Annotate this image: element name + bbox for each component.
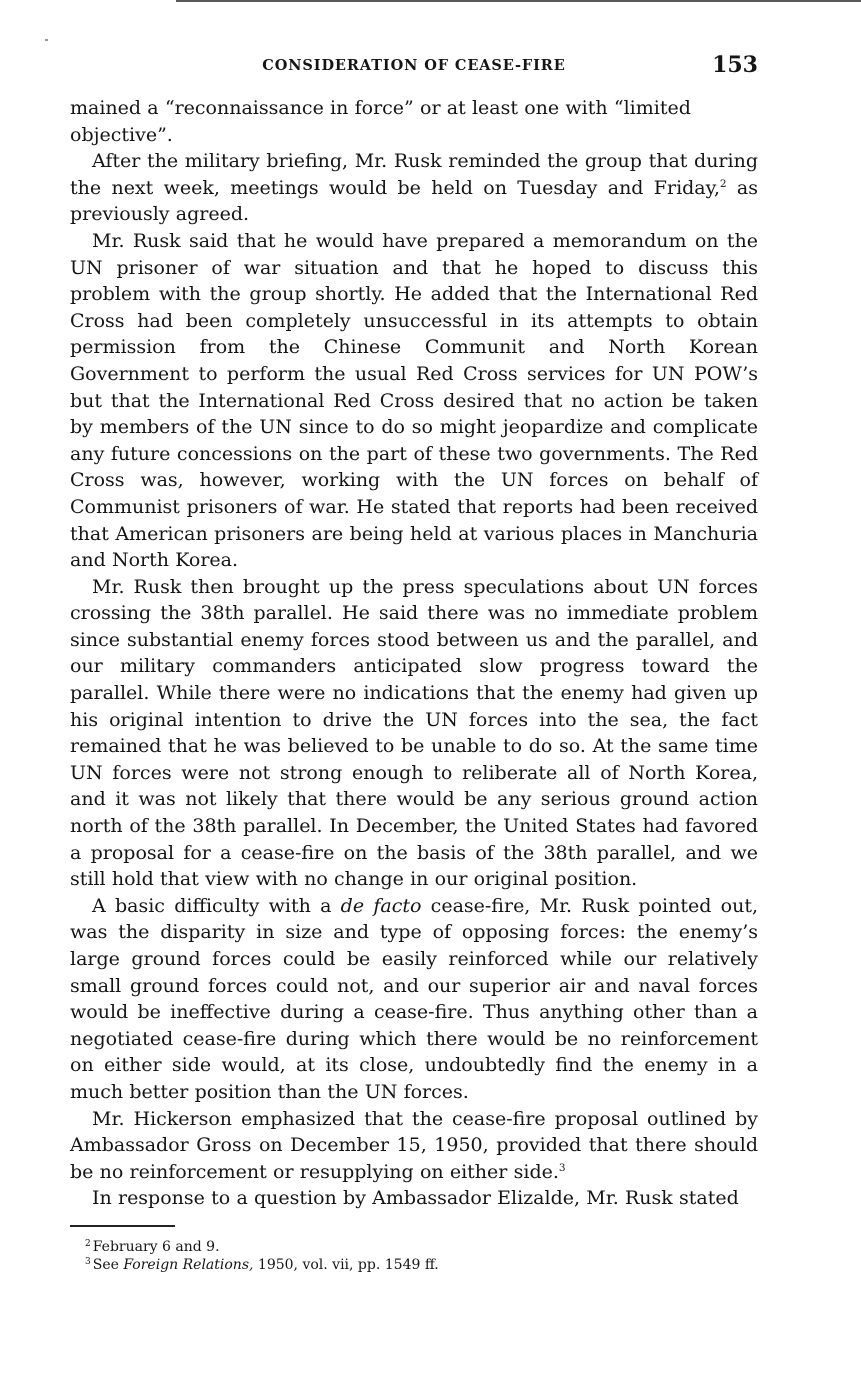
paragraph-prisoners: Mr. Rusk said that he would have prepared a memorandum on the UN prisoner of war situation and that he hoped to discuss this problem with the group shortly. He added that the International Red Cross had been completely unsuccessful in its attempts to obtain permission from the Chinese Communit and North Korean Government to perform the usual Red Cross services for UN POW’s but that the International Red Cross desired that no action be taken by members of the UN since to do so might jeopardize and complicate any future concessions on the part of these two governments. The Red Cross was, however, working with the UN forces on behalf of Communist prisoners of war. He stated that reports had been received that American prisoners are being held at various places in Manchuria and North Korea.: [70, 229, 758, 572]
footnote-text: 1950, vol. vii, pp. 1549 ff.: [253, 1257, 439, 1273]
footnote-mark: 2: [85, 1239, 91, 1249]
footnote-2: [85, 1238, 745, 1256]
footnotes: [85, 1238, 745, 1274]
paragraph-line: objective”.: [70, 123, 173, 146]
paragraph-de-facto: [70, 893, 758, 1106]
paragraph-elizalde: In response to a question by Ambassador Elizalde, Mr. Rusk stated: [92, 1187, 739, 1210]
scan-speck: [45, 39, 48, 41]
paragraph-text: as previously agreed.: [70, 176, 758, 226]
paragraph-38th-parallel: Mr. Rusk then brought up the press speculations about UN forces crossing the 38th parallel. He said there was no immediate problem since substantial enemy forces stood between us and the parallel, and our military commanders anticipated slow progress toward the parallel. While there were no indications that the enemy had given up his original intention to drive the UN forces into the sea, the fact remained that he was believed to be unable to do so. At the same time UN forces were not strong enough to reliberate all of North Korea, and it was not likely that there would be any serious ground action north of the 38th parallel. In December, the United States had favored a proposal for a cease-fire on the basis of the 38th parallel, and we still hold that view with no change in our original position.: [70, 575, 758, 891]
footnote-3: [85, 1256, 745, 1274]
paragraph-hickerson: [70, 1106, 758, 1186]
footnote-rule: [70, 1225, 175, 1227]
body-text: [70, 95, 758, 1212]
paragraph-text: cease-fire, Mr. Rusk pointed out, was the disparity in size and type of opposing forces: the enemy’s large ground forces could be easily reinforced while our relatively small ground forces could not, and our superior air and naval forces would be ineffective during a cease-fire. Thus anything other than a negotiated cease-fire during which there would be no reinforcement on either side would, at its close, undoubtedly find the enemy in a much better position than the UN forces.: [70, 894, 758, 1103]
top-edge-rule: [176, 0, 861, 2]
paragraph-text: Mr. Hickerson emphasized that the cease-fire proposal outlined by Ambassador Gross on December 15, 1950, provided that there should be no reinforcement or resupplying on either side.: [70, 1107, 758, 1183]
footnote-ref-3: 3: [558, 1161, 566, 1174]
paragraph-line: mained a “reconnaissance in force” or at least one with “limited: [70, 97, 691, 119]
italic-term: de facto: [340, 894, 422, 917]
paragraph-continued: [70, 95, 758, 148]
paragraph-text: A basic difficulty with a: [92, 894, 341, 917]
footnote-mark: 3: [85, 1257, 91, 1267]
page-number: 153: [712, 52, 758, 78]
running-head-title: CONSIDERATION OF CEASE-FIRE: [262, 57, 566, 74]
footnote-text: See: [92, 1257, 124, 1273]
footnote-text: February 6 and 9.: [92, 1239, 220, 1255]
paragraph-briefing: [70, 148, 758, 228]
footnote-italic-title: Foreign Relations,: [123, 1257, 254, 1273]
footnote-ref-2: 2: [719, 177, 727, 190]
running-head: [68, 52, 760, 82]
paragraph-text: After the military briefing, Mr. Rusk reminded the group that during the next week, meetings would be held on Tuesday and Friday,: [70, 150, 758, 199]
